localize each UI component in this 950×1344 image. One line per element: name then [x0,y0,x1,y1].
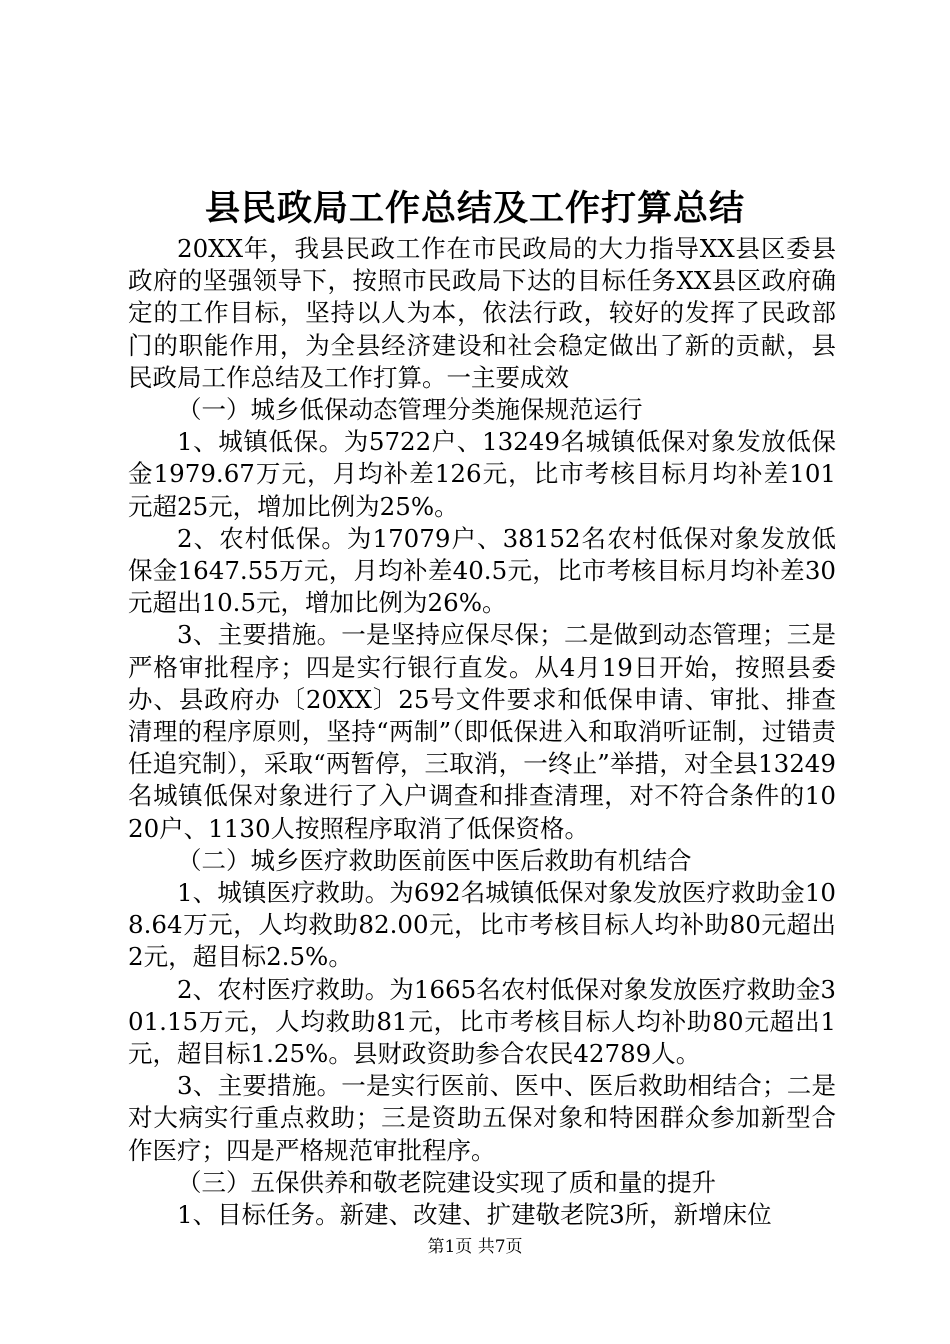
section-heading-2: （二）城乡医疗救助医前医中医后救助有机结合 [177,845,692,875]
paragraph-main-measures-2: 3、主要措施。一是实行医前、医中、医后救助相结合；二是对大病实行重点救助；三是资助五保对象和特困群众参加新型合作医疗；四是严格规范审批程序。 [128,1071,836,1165]
page-footer: 第1页 共7页 [427,1237,523,1257]
paragraph-target-tasks: 1、目标任务。新建、改建、扩建敬老院3所，新增床位 [177,1200,772,1230]
paragraph-rural-subsistence: 2、农村低保。为17079户、38152名农村低保对象发放低保金1647.55万元，月均补差40.5元，比市考核目标月均补差30元超出10.5元，增加比例为26%。 [128,523,836,618]
paragraph-urban-medical-aid: 1、城镇医疗救助。为692名城镇低保对象发放医疗救助金108.64万元，人均救助82.00元，比市考核目标人均补助80元超出2元，超目标2.5%。 [128,878,836,972]
paragraph-main-measures-1: 3、主要措施。一是坚持应保尽保；二是做到动态管理；三是严格审批程序；四是实行银行直发。从4月19日开始，按照县委办、县政府办〔20XX〕25号文件要求和低保申请、审批、排查清理的程序原则，坚持“两制”（即低保进入和取消听证制，过错责任追究制），采取“两暂停，三取消，一终止”举措，对全县13249名城镇低保对象进行了入户调查和排查清理，对不符合条件的1020户、1130人按照程序取消了低保资格。 [128,620,836,843]
document-title: 县民政局工作总结及工作打算总结 [204,189,745,229]
paragraph-urban-subsistence: 1、城镇低保。为5722户、13249名城镇低保对象发放低保金1979.67万元，月均补差126元，比市考核目标月均补差101元超25元，增加比例为25%。 [128,427,836,521]
section-heading-3: （三）五保供养和敬老院建设实现了质和量的提升 [177,1167,716,1197]
section-heading-1: （一）城乡低保动态管理分类施保规范运行 [177,395,643,425]
paragraph-rural-medical-aid: 2、农村医疗救助。为1665名农村低保对象发放医疗救助金301.15万元，人均救助81元，比市考核目标人均补助80元超出1元，超目标1.25%。县财政资助参合农民42789人。 [128,974,836,1069]
intro-paragraph: 20XX年，我县民政工作在市民政局的大力指导XX县区委县政府的坚强领导下，按照市民政局下达的目标任务XX县区政府确定的工作目标，坚持以人为本，依法行政，较好的发挥了民政部门的职能作用，为全县经济建设和社会稳定做出了新的贡献，县民政局工作总结及工作打算。一主要成效 [128,234,836,392]
document-body [128,233,836,1231]
